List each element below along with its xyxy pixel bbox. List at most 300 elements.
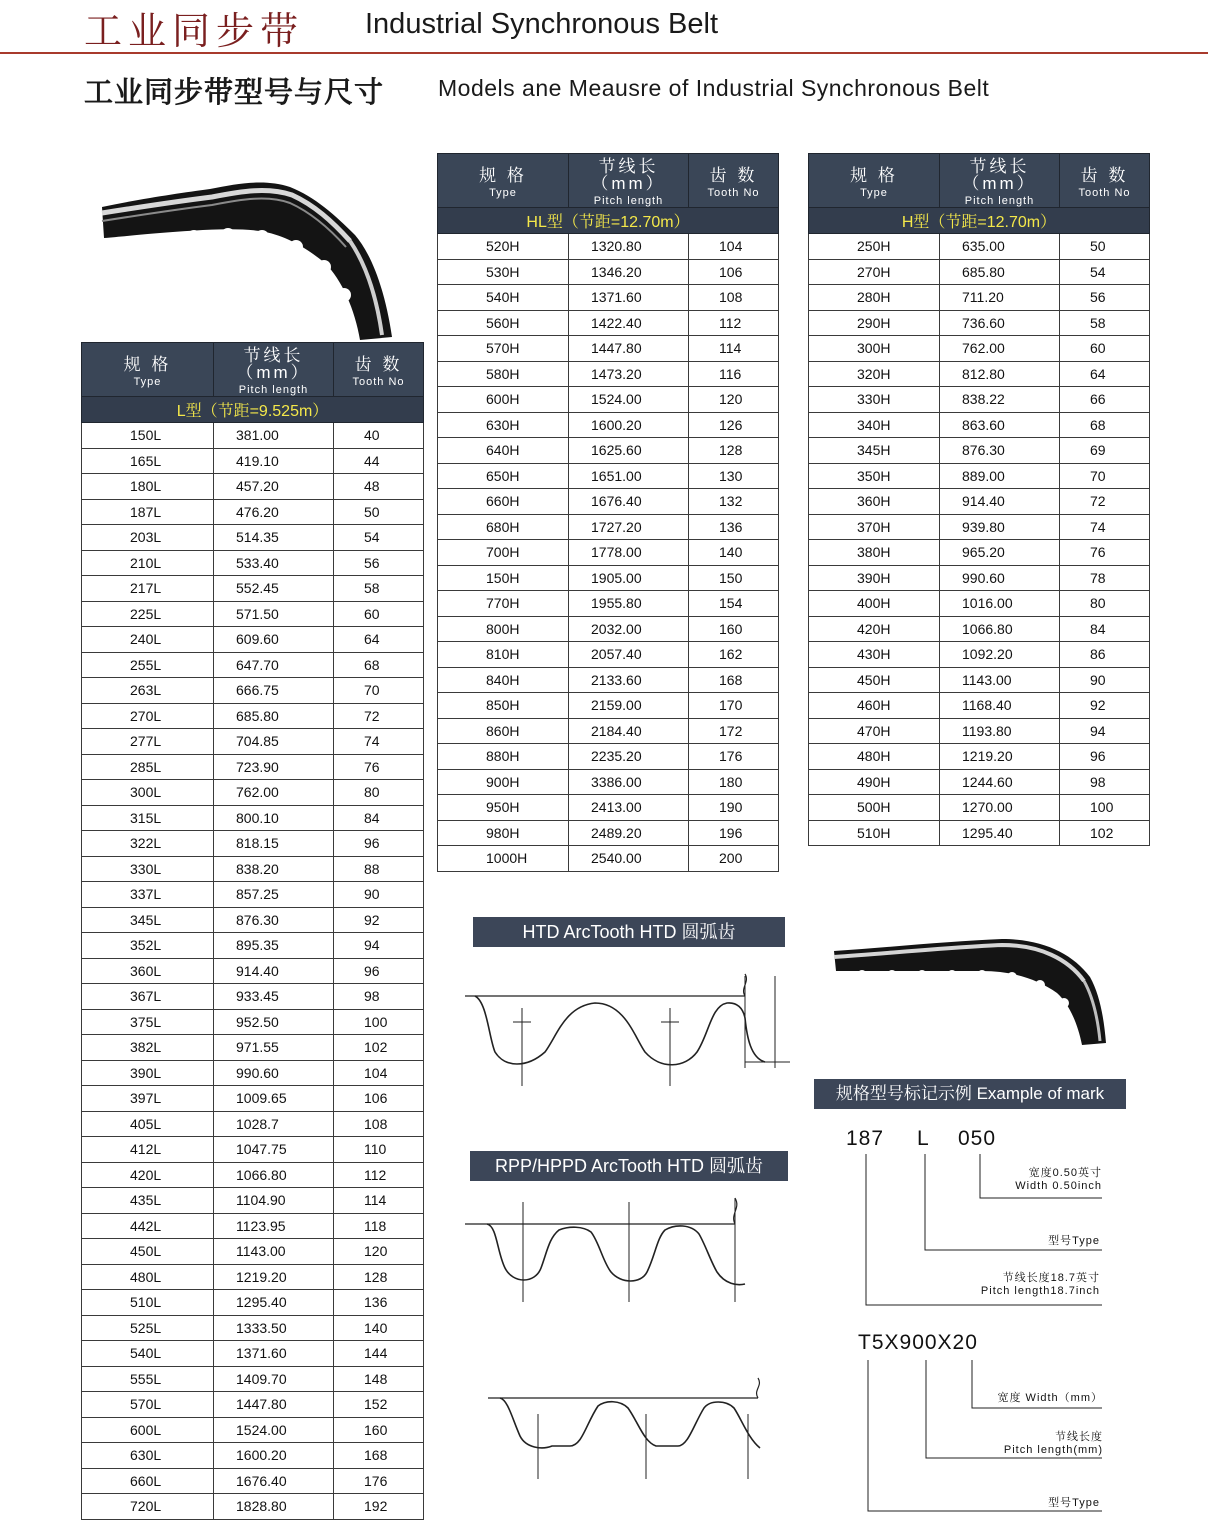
cell-type: 340H [809,412,940,438]
cell-pitch-length: 939.80 [940,514,1060,540]
cell-pitch-length: 818.15 [214,831,334,857]
table-row [438,820,779,846]
table-row [82,1290,424,1316]
table-row [82,627,424,653]
table-row [438,463,779,489]
htd-profile-banner: HTD ArcTooth HTD 圆弧齿 [473,917,785,947]
cell-type: 700H [438,540,569,566]
cell-tooth-count: 196 [689,820,779,846]
cell-pitch-length: 1092.20 [940,642,1060,668]
cell-tooth-count: 190 [689,795,779,821]
cell-pitch-length: 952.50 [214,1009,334,1035]
table-row [809,795,1150,821]
cell-type: 680H [438,514,569,540]
cell-tooth-count: 64 [1060,361,1150,387]
cell-type: 860H [438,718,569,744]
belt-illustration-top [100,175,400,345]
table-row [438,234,779,260]
cell-type: 570L [82,1392,214,1418]
col-tooth-header: 齿 数 Tooth No [334,343,424,397]
table-row [438,667,779,693]
mark2-code: T5X900X20 [858,1331,978,1354]
cell-tooth-count: 160 [689,616,779,642]
cell-pitch-length: 419.10 [214,448,334,474]
cell-tooth-count: 128 [334,1264,424,1290]
cell-type: 840H [438,667,569,693]
cell-tooth-count: 108 [334,1111,424,1137]
cell-pitch-length: 1676.40 [214,1468,334,1494]
cell-pitch-length: 1727.20 [569,514,689,540]
cell-type: 630L [82,1443,214,1469]
table-row [82,1392,424,1418]
cell-tooth-count: 200 [689,846,779,872]
table-row [438,412,779,438]
cell-type: 300H [809,336,940,362]
table-row [438,285,779,311]
col-pitch-header: 节线长（mm） Pitch length [569,154,689,208]
cell-type: 480H [809,744,940,770]
col-type-header: 规 格 Type [809,154,940,208]
cell-pitch-length: 1524.00 [214,1417,334,1443]
cell-tooth-count: 74 [334,729,424,755]
cell-type: 405L [82,1111,214,1137]
cell-tooth-count: 76 [334,754,424,780]
cell-type: 430H [809,642,940,668]
table-row [438,642,779,668]
cell-tooth-count: 80 [1060,591,1150,617]
col-pitch-header: 节线长（mm） Pitch length [214,343,334,397]
cell-type: 315L [82,805,214,831]
cell-tooth-count: 84 [1060,616,1150,642]
table-row [82,882,424,908]
table-group-label: HL型（节距=12.70m） [438,208,779,234]
cell-pitch-length: 723.90 [214,754,334,780]
table-row [438,693,779,719]
cell-pitch-length: 1651.00 [569,463,689,489]
table-row [82,856,424,882]
cell-pitch-length: 381.00 [214,423,334,449]
cell-type: 630H [438,412,569,438]
cell-type: 180L [82,474,214,500]
table-row [82,1009,424,1035]
cell-type: 322L [82,831,214,857]
cell-type: 255L [82,652,214,678]
cell-type: 390L [82,1060,214,1086]
table-row [82,958,424,984]
mark2-pitch-label: 节线长度 Pitch length(mm) [1003,1431,1103,1456]
cell-pitch-length: 476.20 [214,499,334,525]
cell-tooth-count: 88 [334,856,424,882]
cell-type: 225L [82,601,214,627]
cell-type: 360H [809,489,940,515]
cell-tooth-count: 112 [689,310,779,336]
cell-pitch-length: 1447.80 [569,336,689,362]
cell-tooth-count: 96 [334,831,424,857]
cell-tooth-count: 94 [1060,718,1150,744]
cell-tooth-count: 102 [1060,820,1150,846]
cell-tooth-count: 136 [334,1290,424,1316]
table-row [438,387,779,413]
page-title-en: Industrial Synchronous Belt [365,8,719,40]
table-row [438,310,779,336]
table-row [82,601,424,627]
table-row [82,576,424,602]
cell-type: 217L [82,576,214,602]
cell-pitch-length: 1371.60 [569,285,689,311]
cell-pitch-length: 990.60 [940,565,1060,591]
cell-pitch-length: 1295.40 [214,1290,334,1316]
cell-type: 490H [809,769,940,795]
cell-pitch-length: 2540.00 [569,846,689,872]
cell-type: 360L [82,958,214,984]
cell-type: 600H [438,387,569,413]
table-row [82,1162,424,1188]
table-row [438,565,779,591]
cell-pitch-length: 1473.20 [569,361,689,387]
cell-type: 382L [82,1035,214,1061]
header-divider [0,52,1208,54]
table-row [82,1264,424,1290]
table-row [809,336,1150,362]
mark2-type-label: 型号Type [1048,1497,1100,1509]
table-row [82,1315,424,1341]
col-type-header: 规 格 Type [438,154,569,208]
cell-pitch-length: 914.40 [940,489,1060,515]
cell-tooth-count: 56 [1060,285,1150,311]
cell-tooth-count: 192 [334,1494,424,1520]
table-row [809,693,1150,719]
cell-type: 480L [82,1264,214,1290]
cell-pitch-length: 704.85 [214,729,334,755]
table-row [809,361,1150,387]
cell-tooth-count: 168 [689,667,779,693]
cell-type: 540H [438,285,569,311]
cell-pitch-length: 889.00 [940,463,1060,489]
cell-tooth-count: 80 [334,780,424,806]
cell-type: 600L [82,1417,214,1443]
cell-type: 555L [82,1366,214,1392]
cell-tooth-count: 70 [334,678,424,704]
cell-type: 280H [809,285,940,311]
table-row [82,805,424,831]
cell-tooth-count: 76 [1060,540,1150,566]
cell-tooth-count: 162 [689,642,779,668]
table-row [809,310,1150,336]
cell-tooth-count: 98 [334,984,424,1010]
cell-type: 370H [809,514,940,540]
table-hl [437,153,779,872]
cell-pitch-length: 2489.20 [569,820,689,846]
cell-pitch-length: 1066.80 [940,616,1060,642]
table-row [82,984,424,1010]
cell-tooth-count: 94 [334,933,424,959]
cell-type: 350H [809,463,940,489]
mark1-type-label: 型号Type [1048,1235,1100,1247]
table-row [82,474,424,500]
cell-tooth-count: 102 [334,1035,424,1061]
cell-type: 285L [82,754,214,780]
cell-tooth-count: 90 [334,882,424,908]
cell-tooth-count: 58 [334,576,424,602]
table-row [809,489,1150,515]
cell-tooth-count: 54 [1060,259,1150,285]
cell-tooth-count: 104 [689,234,779,260]
table-row [82,1188,424,1214]
table-l [81,342,424,1520]
cell-type: 470H [809,718,940,744]
cell-pitch-length: 1244.60 [940,769,1060,795]
table-row [82,703,424,729]
table-row [809,412,1150,438]
col-tooth-header: 齿 数 Tooth No [689,154,779,208]
cell-type: 510L [82,1290,214,1316]
cell-pitch-length: 685.80 [214,703,334,729]
cell-type: 520H [438,234,569,260]
cell-tooth-count: 68 [334,652,424,678]
profile-diagram-3 [478,1384,778,1484]
mark1-pitch-label: 节线长度18.7英寸 Pitch length18.7inch [980,1272,1100,1297]
mark1-code-type: L [917,1127,930,1150]
cell-pitch-length: 971.55 [214,1035,334,1061]
table-row [82,1443,424,1469]
table-row [82,754,424,780]
cell-pitch-length: 457.20 [214,474,334,500]
cell-type: 400H [809,591,940,617]
cell-pitch-length: 1422.40 [569,310,689,336]
cell-type: 210L [82,550,214,576]
cell-type: 165L [82,448,214,474]
table-row [82,831,424,857]
cell-type: 250H [809,234,940,260]
cell-type: 660H [438,489,569,515]
cell-tooth-count: 116 [689,361,779,387]
cell-type: 352L [82,933,214,959]
cell-pitch-length: 514.35 [214,525,334,551]
cell-tooth-count: 106 [334,1086,424,1112]
col-type-header: 规 格 Type [82,343,214,397]
table-row [82,1341,424,1367]
cell-tooth-count: 144 [334,1341,424,1367]
table-row [438,795,779,821]
table-row [438,259,779,285]
cell-pitch-length: 1295.40 [940,820,1060,846]
cell-pitch-length: 1104.90 [214,1188,334,1214]
cell-pitch-length: 2235.20 [569,744,689,770]
cell-type: 397L [82,1086,214,1112]
cell-type: 277L [82,729,214,755]
cell-type: 800H [438,616,569,642]
cell-type: 900H [438,769,569,795]
cell-type: 380H [809,540,940,566]
table-row [82,499,424,525]
cell-tooth-count: 126 [689,412,779,438]
table-row [438,514,779,540]
subtitle-en: Models ane Meausre of Industrial Synchronous Belt [438,75,990,101]
cell-pitch-length: 1066.80 [214,1162,334,1188]
cell-pitch-length: 736.60 [940,310,1060,336]
table-group-label: L型（节距=9.525m） [82,397,424,423]
cell-tooth-count: 104 [334,1060,424,1086]
cell-tooth-count: 108 [689,285,779,311]
cell-tooth-count: 64 [334,627,424,653]
table-row [438,540,779,566]
cell-tooth-count: 168 [334,1443,424,1469]
cell-type: 450L [82,1239,214,1265]
cell-pitch-length: 1009.65 [214,1086,334,1112]
cell-type: 330L [82,856,214,882]
table-row [82,1494,424,1520]
table-row [809,285,1150,311]
cell-pitch-length: 552.45 [214,576,334,602]
table-row [82,423,424,449]
cell-type: 580H [438,361,569,387]
cell-tooth-count: 44 [334,448,424,474]
cell-pitch-length: 2184.40 [569,718,689,744]
cell-pitch-length: 1193.80 [940,718,1060,744]
cell-tooth-count: 60 [334,601,424,627]
cell-type: 203L [82,525,214,551]
cell-tooth-count: 136 [689,514,779,540]
cell-pitch-length: 647.70 [214,652,334,678]
cell-type: 980H [438,820,569,846]
cell-tooth-count: 110 [334,1137,424,1163]
cell-tooth-count: 106 [689,259,779,285]
cell-pitch-length: 876.30 [940,438,1060,464]
mark1-width-label: 宽度0.50英寸 Width 0.50inch [1015,1167,1102,1192]
table-row [82,1111,424,1137]
cell-type: 570H [438,336,569,362]
table-row [82,652,424,678]
cell-pitch-length: 533.40 [214,550,334,576]
cell-tooth-count: 92 [334,907,424,933]
cell-tooth-count: 172 [689,718,779,744]
table-row [809,591,1150,617]
table-row [809,234,1150,260]
cell-tooth-count: 140 [334,1315,424,1341]
cell-pitch-length: 762.00 [214,780,334,806]
table-row [809,744,1150,770]
cell-tooth-count: 92 [1060,693,1150,719]
cell-pitch-length: 1905.00 [569,565,689,591]
table-row [809,438,1150,464]
cell-tooth-count: 96 [334,958,424,984]
subtitle-cn: 工业同步带型号与尺寸 [84,77,385,109]
cell-pitch-length: 1028.7 [214,1111,334,1137]
cell-tooth-count: 58 [1060,310,1150,336]
cell-pitch-length: 1600.20 [214,1443,334,1469]
cell-pitch-length: 965.20 [940,540,1060,566]
cell-tooth-count: 69 [1060,438,1150,464]
cell-tooth-count: 78 [1060,565,1150,591]
table-row [809,387,1150,413]
cell-pitch-length: 1219.20 [940,744,1060,770]
cell-pitch-length: 1778.00 [569,540,689,566]
cell-tooth-count: 114 [334,1188,424,1214]
cell-type: 510H [809,820,940,846]
cell-type: 187L [82,499,214,525]
cell-type: 367L [82,984,214,1010]
cell-type: 420L [82,1162,214,1188]
table-row [809,642,1150,668]
cell-tooth-count: 120 [689,387,779,413]
table-row [438,616,779,642]
table-row [438,846,779,872]
cell-pitch-length: 1333.50 [214,1315,334,1341]
cell-type: 950H [438,795,569,821]
mark1-code-pitch: 187 [846,1127,885,1150]
table-row [809,616,1150,642]
cell-type: 500H [809,795,940,821]
table-row [809,667,1150,693]
cell-pitch-length: 1016.00 [940,591,1060,617]
cell-type: 345L [82,907,214,933]
cell-type: 435L [82,1188,214,1214]
table-row [438,718,779,744]
table-row [809,514,1150,540]
belt-illustration-right [832,935,1112,1050]
cell-pitch-length: 895.35 [214,933,334,959]
table-row [82,1137,424,1163]
cell-tooth-count: 152 [334,1392,424,1418]
cell-pitch-length: 666.75 [214,678,334,704]
cell-tooth-count: 118 [334,1213,424,1239]
mark2-width-label: 宽度 Width（mm） [997,1392,1103,1404]
cell-pitch-length: 609.60 [214,627,334,653]
cell-pitch-length: 3386.00 [569,769,689,795]
cell-type: 290H [809,310,940,336]
table-row [82,933,424,959]
cell-type: 150L [82,423,214,449]
cell-tooth-count: 120 [334,1239,424,1265]
cell-tooth-count: 86 [1060,642,1150,668]
cell-pitch-length: 876.30 [214,907,334,933]
cell-pitch-length: 933.45 [214,984,334,1010]
cell-tooth-count: 170 [689,693,779,719]
mark-example-banner: 规格型号标记示例 Example of mark [814,1079,1126,1109]
cell-pitch-length: 685.80 [940,259,1060,285]
cell-pitch-length: 711.20 [940,285,1060,311]
table-row [809,463,1150,489]
cell-pitch-length: 990.60 [214,1060,334,1086]
cell-type: 330H [809,387,940,413]
cell-tooth-count: 160 [334,1417,424,1443]
col-pitch-header: 节线长（mm） Pitch length [940,154,1060,208]
cell-pitch-length: 1447.80 [214,1392,334,1418]
cell-tooth-count: 130 [689,463,779,489]
cell-type: 660L [82,1468,214,1494]
cell-tooth-count: 96 [1060,744,1150,770]
cell-tooth-count: 112 [334,1162,424,1188]
cell-tooth-count: 176 [689,744,779,770]
table-row [438,591,779,617]
table-row [438,361,779,387]
table-row [809,540,1150,566]
cell-pitch-length: 1047.75 [214,1137,334,1163]
cell-type: 540L [82,1341,214,1367]
table-row [438,336,779,362]
table-row [82,1468,424,1494]
cell-pitch-length: 571.50 [214,601,334,627]
page-title-cn: 工业同步带 [84,9,305,53]
cell-pitch-length: 2057.40 [569,642,689,668]
cell-pitch-length: 1955.80 [569,591,689,617]
table-row [82,1417,424,1443]
cell-pitch-length: 857.25 [214,882,334,908]
cell-type: 270H [809,259,940,285]
cell-type: 770H [438,591,569,617]
table-row [82,448,424,474]
cell-pitch-length: 838.22 [940,387,1060,413]
